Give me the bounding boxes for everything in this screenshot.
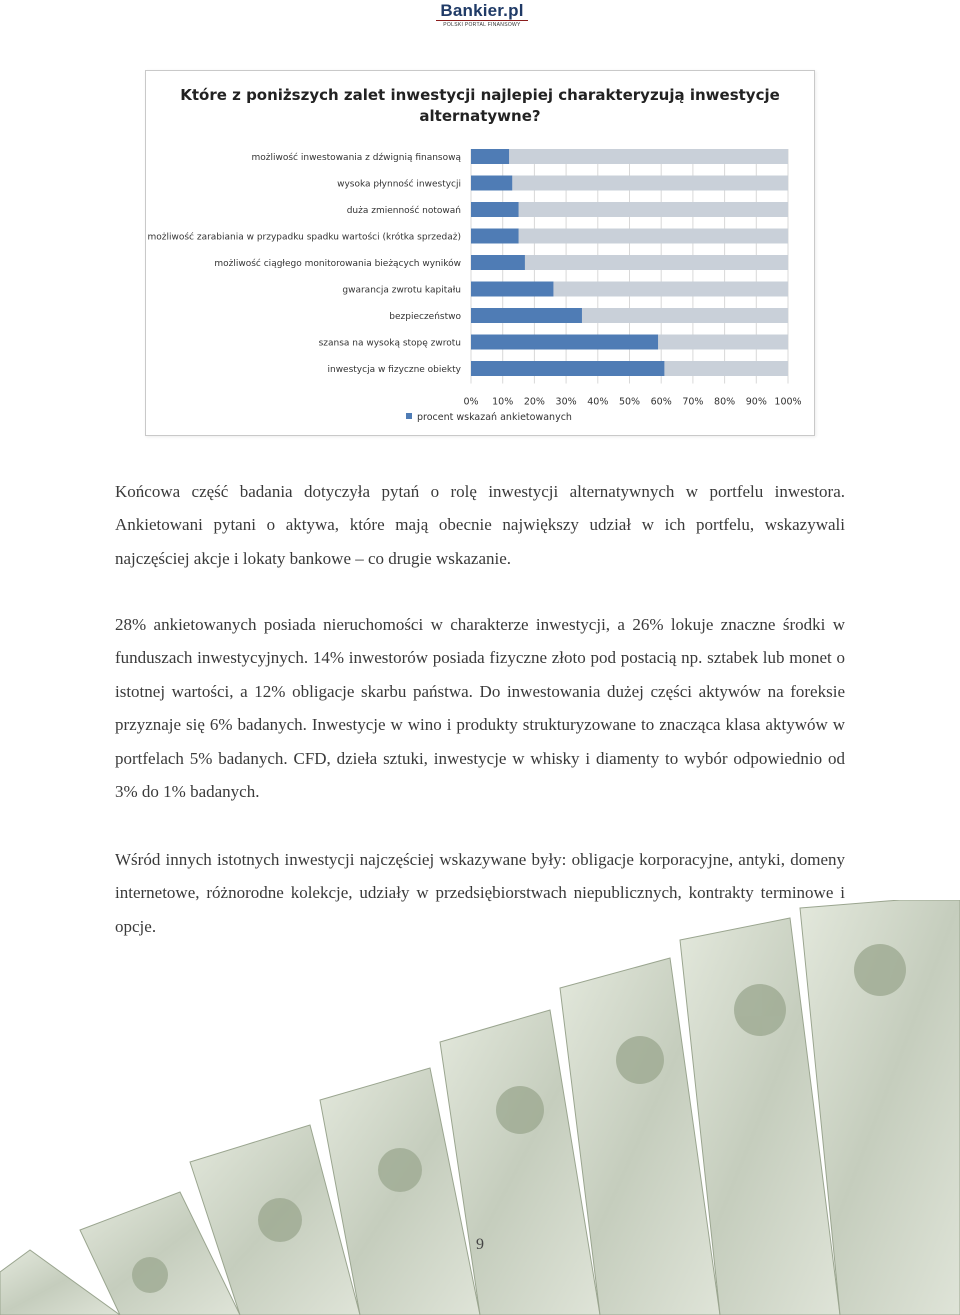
category-label: możliwość inwestowania z dźwignią finansową [251,153,461,163]
x-tick-label: 40% [587,396,609,408]
category-label: gwarancja zwrotu kapitału [342,285,461,296]
bar [471,308,582,323]
logo-text: Bankier.pl [440,1,524,20]
x-tick-label: 80% [714,396,736,408]
category-label: bezpieczeństwo [389,312,461,322]
bar-track [471,176,788,191]
survey-chart [145,70,815,436]
x-tick-label: 50% [618,396,641,408]
bar [471,149,509,164]
bar [471,255,525,270]
bar [471,202,519,217]
bar-track [471,149,788,164]
x-tick-label: 30% [555,396,577,408]
bar [471,361,664,376]
bar [471,229,519,244]
x-tick-label: 90% [745,396,767,408]
chart-title: Które z poniższych zalet inwestycji najlepiej charakteryzują inwestycje alternatywne? [180,86,780,125]
category-label: możliwość ciągłego monitorowania bieżących wyników [214,259,461,269]
category-label: duża zmienność notowań [346,206,461,216]
category-label: szansa na wysoką stopę zwrotu [318,338,461,349]
x-tick-label: 70% [682,396,704,408]
bar [471,176,512,191]
legend-label: procent wskazań ankietowanych [417,412,572,423]
bar [471,335,658,350]
category-label: wysoka płynność inwestycji [337,179,461,190]
x-tick-label: 0% [463,396,479,408]
legend-swatch [406,413,412,419]
x-tick-label: 10% [492,396,514,408]
category-label: możliwość zarabiania w przypadku spadku wartości (krótka sprzedaż) [147,232,461,243]
category-label: inwestycja w fizyczne obiekty [327,365,461,375]
bankier-logo [436,2,528,28]
logo-tagline: POLSKI PORTAL FINANSOWY [436,20,528,28]
chart-plot [146,71,814,435]
x-tick-label: 100% [774,396,802,408]
x-tick-label: 20% [523,396,545,408]
bar [471,282,553,297]
paragraph-asset-shares: 28% ankietowanych posiada nieruchomości w charakterze inwestycji, a 26% lokuje znaczne środki w funduszach inwestycyjnych. 14% inwestorów posiada fizyczne złoto pod postacią np. sztabek lub monet o istotnej wartości, a 12% obligacje skarbu państwa. Do inwestowania dużej części aktywów na foreksie przyznaje się 6% badanych. Inwestycje w wino i produkty strukturyzowane to znacząca klasa aktywów w portfelach 5% badanych. CFD, dzieła sztuki, inwestycje w whisky i diamenty to wybór odpowiednio od 3% do 1% badanych. [115,615,845,802]
page-number: 9 [476,1236,484,1253]
paragraph-other-investments: Wśród innych istotnych inwestycji najczęściej wskazywane były: obligacje korporacyjne, antyki, domeny internetowe, różnorodne kolekcje, udziały w przedsiębiorstwach niepublicznych, kontrakty terminowe i opcje. [115,850,845,936]
paragraph-portfolio-role: Końcowa część badania dotyczyła pytań o rolę inwestycji alternatywnych w portfelu inwestora. Ankietowani pytani o aktywa, które mają obecnie największy udział w ich portfelu, wskazywali najczęściej akcje i lokaty bankowe – co drugie wskazanie. [115,482,845,568]
x-tick-label: 60% [650,396,672,408]
